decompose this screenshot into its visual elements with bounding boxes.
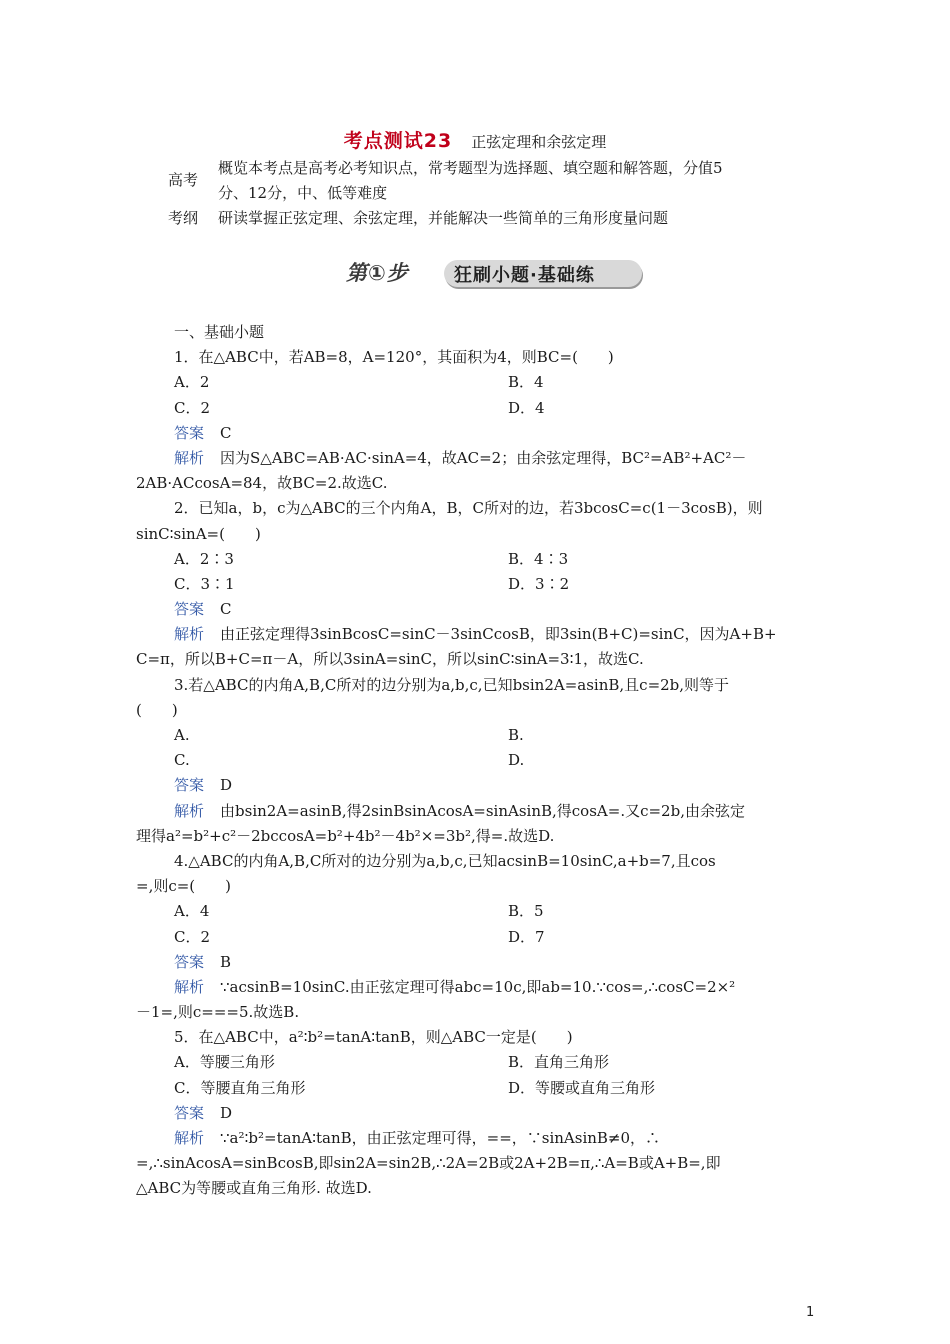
banner-text: 狂刷小题·基础练: [454, 265, 595, 286]
question-3-stem: 3.若△ABC的内角A,B,C所对的边分别为a,b,c,已知bsin2A=asinB,且c=2b,则等于: [174, 675, 730, 694]
answer-label: 答案: [174, 952, 205, 971]
analysis-label: 解析: [174, 977, 205, 996]
answer-value: D: [220, 776, 233, 795]
answer-label: 答案: [174, 776, 205, 795]
test-subtitle: 正弦定理和余弦定理: [471, 133, 607, 151]
option-d: D．等腰或直角三角形: [508, 1078, 656, 1097]
section-title: 一、基础小题: [174, 323, 265, 341]
question-4-options-cd: [136, 925, 816, 950]
page-title: [0, 126, 950, 153]
question-1-options-cd: [136, 396, 816, 421]
question-2-answer: [136, 597, 816, 622]
option-c: C．2: [174, 927, 211, 946]
questions-body: [136, 320, 816, 1202]
question-5-answer: [136, 1101, 816, 1126]
option-d: D．4: [508, 398, 545, 417]
answer-value: C: [220, 600, 232, 619]
exam-label-kaogang: 考纲: [167, 209, 198, 227]
exam-overview-line: 分、12分，中、低等难度: [218, 184, 388, 202]
question-1-answer: [136, 421, 816, 446]
question-3-analysis: [136, 799, 816, 824]
option-d: D．7: [508, 927, 545, 946]
option-b: B.: [508, 726, 524, 744]
question-2-analysis: [136, 622, 816, 647]
question-4-options-ab: [136, 899, 816, 924]
question-4-analysis: [136, 975, 816, 1000]
question-4-answer: [136, 950, 816, 975]
exam-label-gaokao: 高考: [167, 171, 198, 189]
question-3-stem-cont: ( ): [136, 700, 178, 719]
question-3-options-ab: [136, 723, 816, 748]
option-d: D.: [508, 751, 525, 770]
question-4-stem-cont: =,则c=( ): [136, 877, 232, 896]
analysis-text: 由bsin2A=asinB,得2sinBsinAcosA=sinAsinB,得cosA=.又c=2b,由余弦定: [220, 801, 745, 820]
question-3-analysis-cont: 理得a²=b²+c²－2bccosA=b²+4b²－4b²×=3b²,得=.故选D.: [136, 826, 555, 845]
exam-overview-text: [218, 156, 818, 206]
step-label: 第①步: [346, 261, 409, 285]
step-banner: [346, 257, 646, 293]
option-a: A．2∶3: [174, 549, 234, 568]
option-c: C.: [174, 751, 190, 770]
analysis-label: 解析: [174, 625, 205, 644]
option-b: B．4∶3: [508, 549, 569, 568]
question-5-analysis-cont: =,∴sinAcosA=sinBcosB,即sin2A=sin2B,∴2A=2B或2A+2B=π,∴A=B或A+B=,即: [136, 1154, 721, 1173]
question-1-analysis: [136, 446, 816, 471]
analysis-text: 由正弦定理得3sinBcosC=sinC－3sinCcosB，即3sin(B+C)=sinC，因为A+B+: [220, 625, 777, 644]
option-c: C．等腰直角三角形: [174, 1078, 306, 1097]
exam-syllabus-text: 研读掌握正弦定理、余弦定理，并能解决一些简单的三角形度量问题: [218, 209, 669, 227]
analysis-label: 解析: [174, 448, 205, 467]
question-1-analysis-cont: 2AB·ACcosA=84，故BC=2.故选C.: [136, 474, 388, 493]
option-a: A．等腰三角形: [174, 1053, 275, 1072]
question-2-options-cd: [136, 572, 816, 597]
answer-label: 答案: [174, 1103, 205, 1122]
option-a: A.: [174, 726, 190, 744]
question-2-analysis-cont: C=π，所以B+C=π－A，所以3sinA=sinC，所以sinC∶sinA=3∶1，故选C.: [136, 650, 644, 669]
analysis-label: 解析: [174, 1129, 205, 1147]
analysis-text: ∵a²∶b²=tanA∶tanB，由正弦定理可得，==，∵sinAsinB≠0，∴: [220, 1129, 661, 1147]
exam-overview-line: 概览本考点是高考必考知识点，常考题型为选择题、填空题和解答题，分值5: [218, 159, 723, 177]
question-1-stem: 1．在△ABC中，若AB=8，A=120°，其面积为4，则BC=( ): [174, 348, 614, 367]
question-2-stem: 2．已知a，b，c为△ABC的三个内角A，B，C所对的边，若3bcosC=c(1－3cosB)，则: [174, 499, 763, 518]
question-3-answer: [136, 773, 816, 798]
question-2-options-ab: [136, 547, 816, 572]
test-title: 考点测试23: [343, 130, 453, 152]
question-1-options-ab: [136, 370, 816, 395]
question-5-analysis-cont-2: △ABC为等腰或直角三角形. 故选D.: [136, 1179, 372, 1198]
option-c: C．3∶1: [174, 574, 235, 593]
option-b: B．直角三角形: [508, 1053, 610, 1072]
answer-label: 答案: [174, 423, 205, 442]
answer-value: B: [220, 952, 232, 971]
question-3-options-cd: [136, 748, 816, 773]
option-d: D．3∶2: [508, 574, 570, 593]
analysis-text: 因为S△ABC=AB·AC·sinA=4，故AC=2；由余弦定理得，BC²=AB²+AC²－: [220, 448, 747, 467]
answer-value: D: [220, 1103, 233, 1122]
option-a: A．4: [174, 902, 210, 921]
option-b: B．4: [508, 373, 544, 392]
exam-overview: [148, 156, 818, 231]
option-c: C．2: [174, 398, 211, 417]
question-5-options-ab: [136, 1050, 816, 1075]
question-5-stem: 5．在△ABC中，a²∶b²=tanA∶tanB，则△ABC一定是( ): [174, 1028, 573, 1047]
question-5-options-cd: [136, 1076, 816, 1101]
option-b: B．5: [508, 902, 544, 921]
page-number: 1: [806, 1305, 815, 1320]
question-5-analysis: [136, 1126, 816, 1151]
analysis-label: 解析: [174, 801, 205, 820]
answer-label: 答案: [174, 600, 205, 619]
question-4-analysis-cont: －1=,则c===5.故选B.: [136, 1003, 300, 1022]
question-4-stem: 4.△ABC的内角A,B,C所对的边分别为a,b,c,已知acsinB=10sinC,a+b=7,且cos: [174, 851, 716, 870]
question-2-stem-cont: sinC∶sinA=( ): [136, 524, 261, 543]
option-a: A．2: [174, 373, 210, 392]
analysis-text: ∵acsinB=10sinC.由正弦定理可得abc=10c,即ab=10.∵cos=,∴cosC=2×²: [220, 977, 736, 996]
answer-value: C: [220, 423, 232, 442]
